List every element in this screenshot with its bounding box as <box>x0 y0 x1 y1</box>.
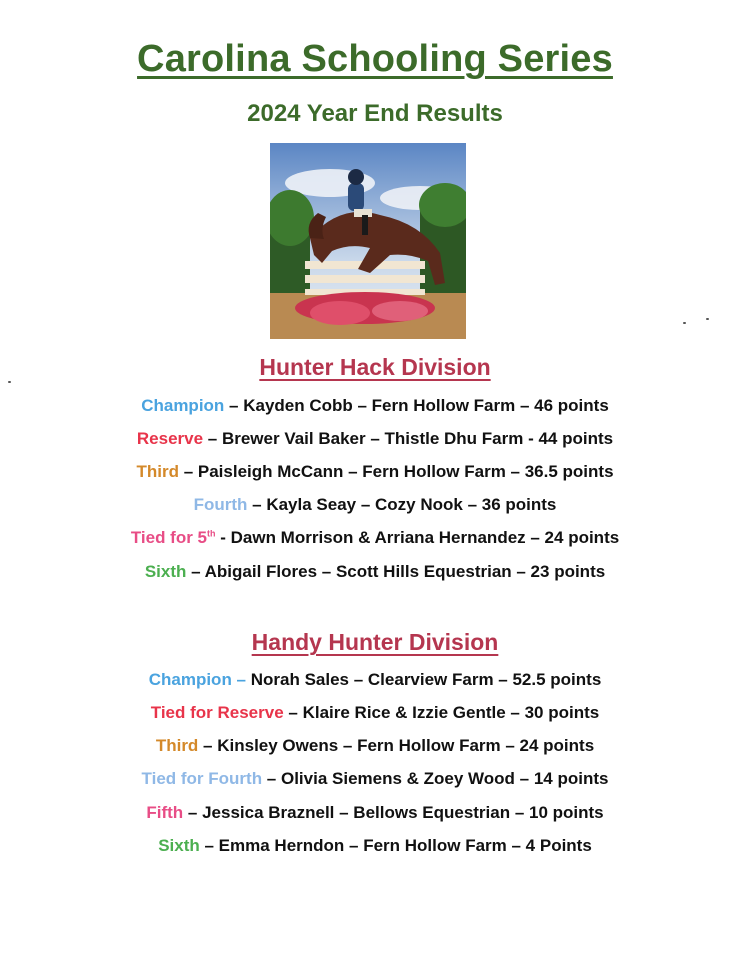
scan-speck <box>706 318 709 320</box>
result-text: – Emma Herndon – Fern Hollow Farm – 4 Points <box>199 836 592 855</box>
handy-hunter-result-tied-reserve <box>0 703 750 723</box>
result-text: - Dawn Morrison & Arriana Hernandez – 24 points <box>215 528 620 547</box>
place-label: Third <box>136 462 179 481</box>
result-text: – Klaire Rice & Izzie Gentle – 30 points <box>283 703 600 722</box>
handy-hunter-result-fifth <box>0 803 750 823</box>
place-label: Third <box>155 736 199 755</box>
horse-jumping-photo-icon <box>270 143 466 339</box>
place-label-suffix: th <box>207 528 216 539</box>
handy-hunter-division-title <box>0 629 750 656</box>
hunter-hack-result-tied-fifth <box>0 528 750 548</box>
result-text: – Jessica Braznell – Bellows Equestrian – 10 points <box>183 803 604 822</box>
result-text: – Kinsley Owens – Fern Hollow Farm – 24 points <box>198 736 595 755</box>
hunter-hack-result-third <box>0 462 750 482</box>
hunter-hack-division-title <box>0 354 750 381</box>
hunter-hack-result-champion <box>0 396 750 416</box>
place-label: Reserve <box>136 429 204 448</box>
place-label: Fourth <box>193 495 248 514</box>
place-label: Sixth <box>144 562 187 581</box>
result-text: – Paisleigh McCann – Fern Hollow Farm – 36.5 points <box>178 462 614 481</box>
result-text: – Kayden Cobb – Fern Hollow Farm – 46 points <box>224 396 609 415</box>
result-text: Norah Sales – Clearview Farm – 52.5 points <box>246 670 602 689</box>
place-label: Sixth <box>158 836 200 855</box>
place-label: Champion <box>141 396 225 415</box>
result-text: – Abigail Flores – Scott Hills Equestrian – 23 points <box>186 562 606 581</box>
place-label-text: Tied for 5 <box>130 528 208 547</box>
handy-hunter-result-tied-fourth <box>0 769 750 789</box>
hunter-hack-result-fourth <box>0 495 750 515</box>
place-label: Tied for Fourth <box>141 769 263 788</box>
result-text: – Brewer Vail Baker – Thistle Dhu Farm - 44 points <box>203 429 614 448</box>
handy-hunter-result-third <box>0 736 750 756</box>
handy-hunter-result-champion <box>0 670 750 690</box>
place-label: Champion – <box>148 670 247 689</box>
page-title-text: Carolina Schooling Series <box>137 38 613 80</box>
handy-hunter-division-title-text: Handy Hunter Division <box>251 629 499 655</box>
hunter-hack-division-title-text: Hunter Hack Division <box>259 354 491 380</box>
result-text: – Olivia Siemens & Zoey Wood – 14 points <box>262 769 609 788</box>
hunter-hack-result-sixth <box>0 562 750 582</box>
page-subtitle: 2024 Year End Results <box>247 100 503 127</box>
photo-illustration <box>270 143 466 339</box>
place-label: Fifth <box>146 803 184 822</box>
hunter-hack-result-reserve <box>0 429 750 449</box>
page-title <box>0 38 750 81</box>
place-label: Tied for Reserve <box>150 703 284 722</box>
scan-speck <box>8 381 11 383</box>
scan-speck <box>683 322 686 324</box>
place-label <box>131 528 216 547</box>
result-text: – Kayla Seay – Cozy Nook – 36 points <box>247 495 557 514</box>
handy-hunter-result-sixth <box>0 836 750 856</box>
